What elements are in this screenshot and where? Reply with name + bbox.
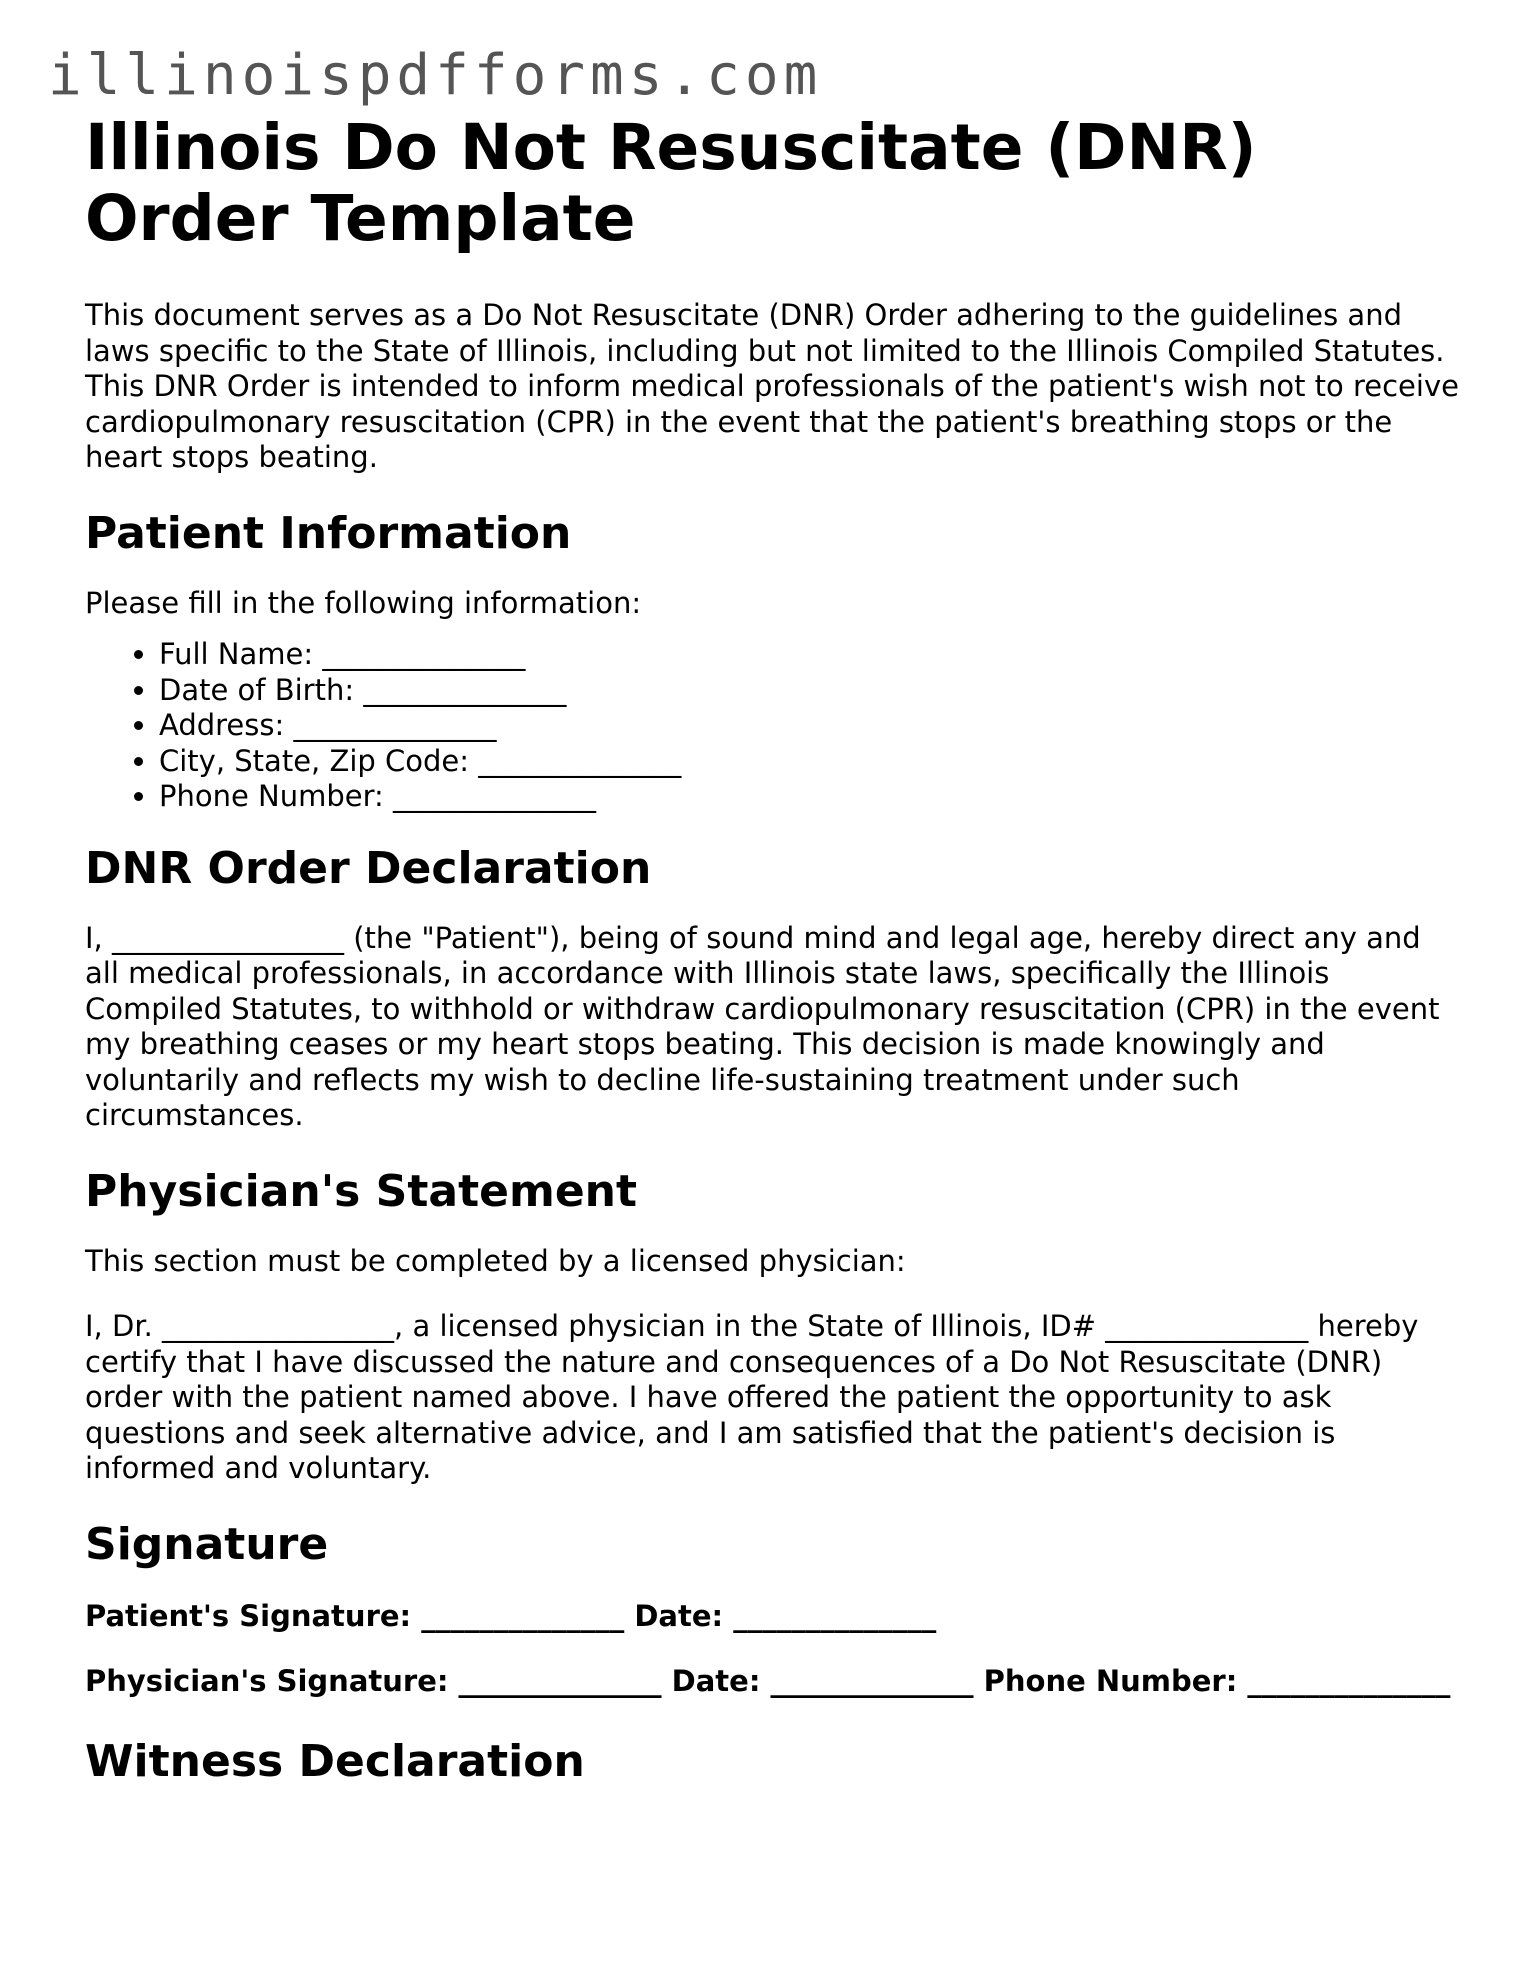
watermark: illinoispdfforms.com <box>48 43 823 108</box>
declaration-heading: DNR Order Declaration <box>85 842 652 894</box>
declaration-paragraph: I, ________________ (the "Patient"), being of sound mind and legal age, hereby direct any and all medical professionals, in accordance with Illinois state laws, specifically the Illinois Compiled Statutes, to withhold or withdraw cardiopulmonary resuscitation (CPR) in the event my breathing ceases or my heart stops beating. This decision is made knowingly and voluntarily and reflects my wish to decline life-sustaining treatment under such circumstances. <box>85 920 1440 1132</box>
field-phone-number: • Phone Number: ______________ <box>159 779 1460 815</box>
physician-signature-line: Physician's Signature: ______________ Date: ______________ Phone Number: ______________ <box>85 1664 1451 1698</box>
field-address: • Address: ______________ <box>159 708 1460 744</box>
intro-paragraph: This document serves as a Do Not Resuscitate (DNR) Order adhering to the guidelines and laws specific to the State of Illinois, including but not limited to the Illinois Compiled Statutes. This DNR Order is intended to inform medical professionals of the patient's wish not to receive cardiopulmonary resuscitation (CPR) in the event that the patient's breathing stops or the heart stops beating. <box>85 298 1459 474</box>
patient-info-prompt: Please fill in the following information: <box>85 585 642 620</box>
page-title: Illinois Do Not Resuscitate (DNR) Order Template <box>85 111 1257 255</box>
field-city-state-zip: • City, State, Zip Code: ______________ <box>159 744 1460 780</box>
patient-signature-line: Patient's Signature: ______________ Date: ______________ <box>85 1598 937 1633</box>
physician-paragraph: I, Dr. ________________, a licensed physician in the State of Illinois, ID# ______________ hereby certify that I have discussed the nature and consequences of a Do Not Resuscitate (DNR) order with the patient named above. I have offered the patient the opportunity to ask questions and seek alternative advice, and I am satisfied that the patient's decision is informed and voluntary. <box>85 1309 1419 1485</box>
patient-info-fields <box>85 637 1460 815</box>
field-date-of-birth: • Date of Birth: ______________ <box>159 673 1460 709</box>
witness-heading: Witness Declaration <box>85 1735 585 1787</box>
document-page <box>85 112 1460 1788</box>
patient-info-heading: Patient Information <box>85 507 572 559</box>
field-full-name: • Full Name: ______________ <box>159 637 1460 673</box>
signature-heading: Signature <box>85 1518 329 1570</box>
physician-prompt: This section must be completed by a licensed physician: <box>85 1243 906 1278</box>
physician-heading: Physician's Statement <box>85 1165 638 1217</box>
